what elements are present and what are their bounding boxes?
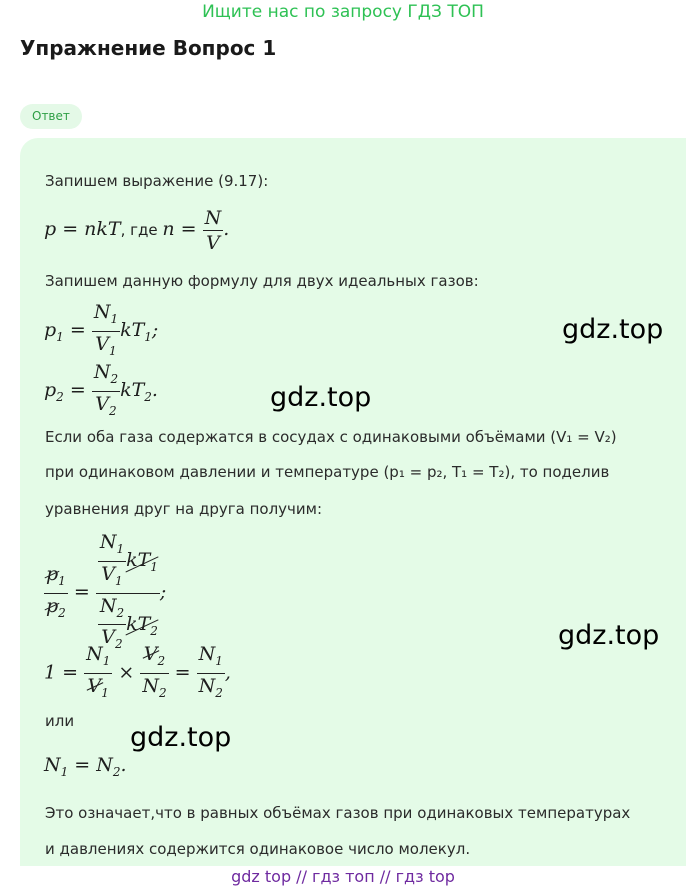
- formula-one: 1 = $\frac{N_1}{V_1}$ × $\frac{V_2}{N_2}$ = $\frac{N_1}{N_2}$ ,: [44, 643, 231, 700]
- text-ili: или: [45, 712, 75, 730]
- watermark: gdz.top: [130, 722, 232, 753]
- watermark: gdz.top: [562, 314, 664, 345]
- text-line-4: при одинаковом давлении и температуре (p₁ = p₂, T₁ = T₂), то поделив: [45, 463, 610, 481]
- formula-p1: $p_1$ = $\frac{N_1}{V_1}$ $kT_1$;: [44, 301, 159, 358]
- text-line-1: Запишем выражение (9.17):: [45, 172, 269, 190]
- footer-links[interactable]: gdz top // гдз топ // гдз top: [231, 867, 455, 886]
- page-title: Упражнение Вопрос 1: [20, 36, 277, 60]
- formula-main: p = nkT, где n = $\frac{N}{V}$ .: [44, 206, 230, 254]
- watermark: gdz.top: [558, 620, 660, 651]
- text-line-3: Если оба газа содержатся в сосудах с одинаковыми объёмами (V₁ = V₂): [45, 428, 617, 446]
- formula-ratio: $\frac{p_1}{p_2}$ = $\frac{N_1}{V_1}$ $kT_1$ $\frac{N_2}{V_2}$ $kT_2$ ;: [46, 531, 167, 652]
- watermark: gdz.top: [270, 382, 372, 413]
- formula-p2: $p_2$ = $\frac{N_2}{V_2}$ $kT_2$.: [44, 361, 158, 418]
- promo-banner[interactable]: Ищите нас по запросу ГДЗ ТОП: [202, 2, 484, 22]
- text-line-2: Запишем данную формулу для двух идеальных газов:: [45, 272, 479, 290]
- text-line-6: Это означает,что в равных объёмах газов при одинаковых температурах: [45, 804, 631, 822]
- text-line-5: уравнения друг на друга получим:: [45, 500, 323, 518]
- formula-result: $N_1 = N_2$.: [44, 754, 127, 779]
- answer-badge[interactable]: Ответ: [20, 104, 82, 129]
- text-line-7: и давлениях содержится одинаковое число молекул.: [45, 840, 471, 858]
